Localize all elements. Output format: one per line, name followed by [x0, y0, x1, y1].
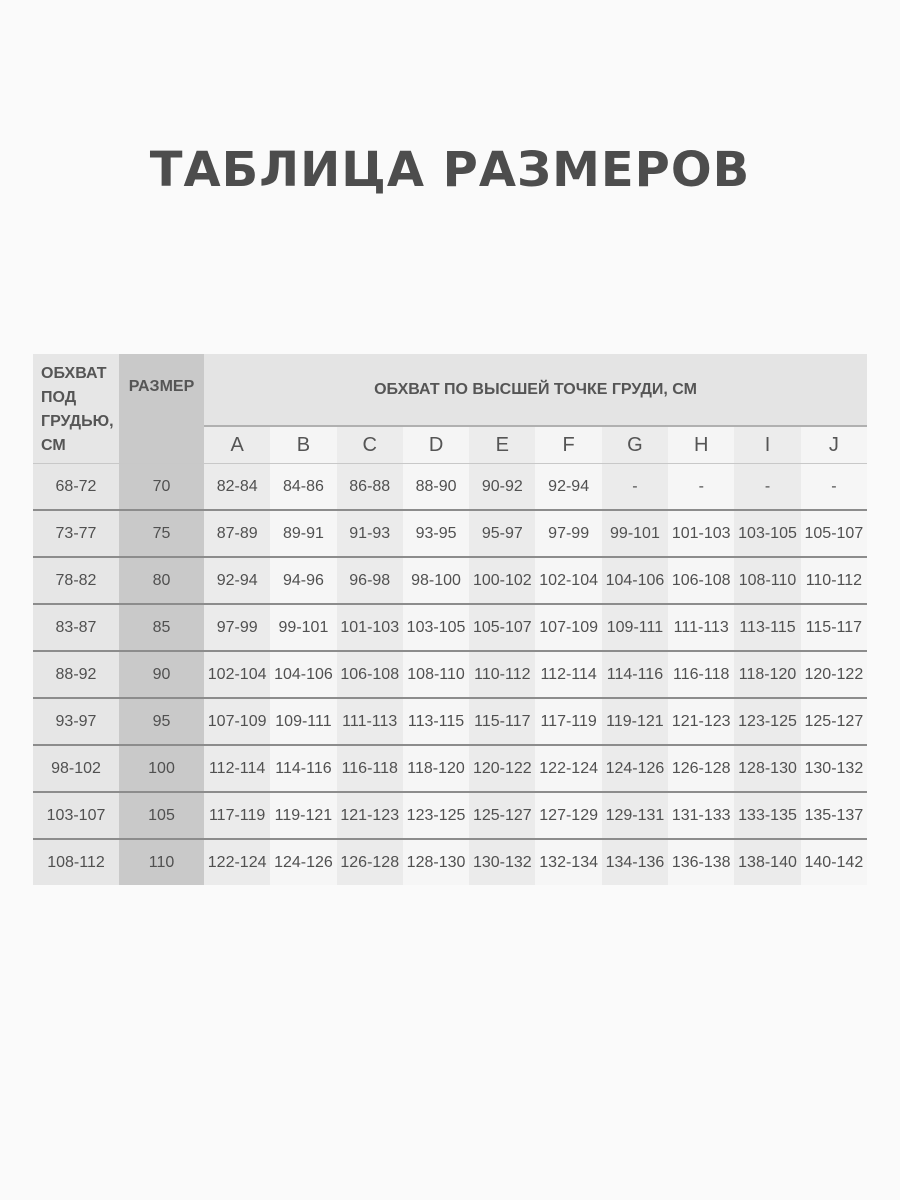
- bust-cell-e: 95-97: [469, 510, 535, 557]
- bust-cell-a: 107-109: [204, 698, 270, 745]
- header-bust: ОБХВАТ ПО ВЫСШЕЙ ТОЧКЕ ГРУДИ, СМ: [204, 354, 867, 426]
- under-bust-cell: 83-87: [33, 604, 119, 651]
- bust-cell-f: 92-94: [535, 464, 601, 511]
- size-cell: 90: [119, 651, 204, 698]
- size-cell: 80: [119, 557, 204, 604]
- size-cell: 110: [119, 839, 204, 885]
- bust-cell-a: 112-114: [204, 745, 270, 792]
- under-bust-cell: 78-82: [33, 557, 119, 604]
- size-cell: 70: [119, 464, 204, 511]
- cup-header-a: A: [204, 426, 270, 464]
- under-bust-cell: 73-77: [33, 510, 119, 557]
- cup-header-b: B: [270, 426, 336, 464]
- bust-cell-g: 124-126: [602, 745, 668, 792]
- bust-cell-j: 135-137: [801, 792, 867, 839]
- bust-cell-b: 104-106: [270, 651, 336, 698]
- under-bust-cell: 88-92: [33, 651, 119, 698]
- size-cell: 95: [119, 698, 204, 745]
- bust-cell-c: 106-108: [337, 651, 403, 698]
- bust-cell-c: 96-98: [337, 557, 403, 604]
- bust-cell-b: 114-116: [270, 745, 336, 792]
- bust-cell-j: 115-117: [801, 604, 867, 651]
- bust-cell-e: 115-117: [469, 698, 535, 745]
- bust-cell-j: 140-142: [801, 839, 867, 885]
- bust-cell-h: 106-108: [668, 557, 734, 604]
- bust-cell-f: 132-134: [535, 839, 601, 885]
- bust-cell-g: 129-131: [602, 792, 668, 839]
- cup-header-g: G: [602, 426, 668, 464]
- header-under-bust: ОБХВАТ ПОД ГРУДЬЮ, СМ: [33, 354, 119, 464]
- bust-cell-d: 118-120: [403, 745, 469, 792]
- header-size: РАЗМЕР: [119, 354, 204, 464]
- table-row: [33, 510, 867, 557]
- bust-cell-b: 84-86: [270, 464, 336, 511]
- bust-cell-b: 89-91: [270, 510, 336, 557]
- table-row: [33, 839, 867, 885]
- bust-cell-i: 113-115: [734, 604, 800, 651]
- bust-cell-h: 111-113: [668, 604, 734, 651]
- bust-cell-i: 118-120: [734, 651, 800, 698]
- cup-header-e: E: [469, 426, 535, 464]
- bust-cell-f: 127-129: [535, 792, 601, 839]
- bust-cell-h: 116-118: [668, 651, 734, 698]
- bust-cell-f: 117-119: [535, 698, 601, 745]
- bust-cell-h: 136-138: [668, 839, 734, 885]
- bust-cell-c: 101-103: [337, 604, 403, 651]
- bust-cell-j: 125-127: [801, 698, 867, 745]
- size-chart-table: [33, 354, 867, 885]
- size-cell: 105: [119, 792, 204, 839]
- bust-cell-c: 116-118: [337, 745, 403, 792]
- bust-cell-f: 97-99: [535, 510, 601, 557]
- bust-cell-d: 113-115: [403, 698, 469, 745]
- bust-cell-j: -: [801, 464, 867, 511]
- bust-cell-i: 103-105: [734, 510, 800, 557]
- bust-cell-g: 104-106: [602, 557, 668, 604]
- bust-cell-c: 126-128: [337, 839, 403, 885]
- bust-cell-h: -: [668, 464, 734, 511]
- bust-cell-a: 82-84: [204, 464, 270, 511]
- bust-cell-j: 120-122: [801, 651, 867, 698]
- header-row: [33, 354, 867, 426]
- cup-header-j: J: [801, 426, 867, 464]
- bust-cell-b: 119-121: [270, 792, 336, 839]
- bust-cell-h: 121-123: [668, 698, 734, 745]
- bust-cell-d: 88-90: [403, 464, 469, 511]
- bust-cell-e: 90-92: [469, 464, 535, 511]
- bust-cell-c: 86-88: [337, 464, 403, 511]
- table-row: [33, 698, 867, 745]
- bust-cell-d: 93-95: [403, 510, 469, 557]
- bust-cell-g: 114-116: [602, 651, 668, 698]
- bust-cell-i: 133-135: [734, 792, 800, 839]
- bust-cell-b: 124-126: [270, 839, 336, 885]
- bust-cell-a: 97-99: [204, 604, 270, 651]
- bust-cell-d: 123-125: [403, 792, 469, 839]
- cup-header-f: F: [535, 426, 601, 464]
- bust-cell-a: 102-104: [204, 651, 270, 698]
- size-cell: 100: [119, 745, 204, 792]
- bust-cell-h: 131-133: [668, 792, 734, 839]
- bust-cell-f: 107-109: [535, 604, 601, 651]
- table-body: [33, 464, 867, 886]
- bust-cell-a: 92-94: [204, 557, 270, 604]
- table-row: [33, 745, 867, 792]
- table-row: [33, 464, 867, 511]
- bust-cell-i: 128-130: [734, 745, 800, 792]
- bust-cell-d: 108-110: [403, 651, 469, 698]
- table-row: [33, 792, 867, 839]
- bust-cell-h: 101-103: [668, 510, 734, 557]
- bust-cell-i: 138-140: [734, 839, 800, 885]
- bust-cell-d: 103-105: [403, 604, 469, 651]
- under-bust-cell: 108-112: [33, 839, 119, 885]
- bust-cell-e: 110-112: [469, 651, 535, 698]
- bust-cell-c: 121-123: [337, 792, 403, 839]
- bust-cell-e: 125-127: [469, 792, 535, 839]
- bust-cell-d: 98-100: [403, 557, 469, 604]
- bust-cell-j: 105-107: [801, 510, 867, 557]
- bust-cell-g: 134-136: [602, 839, 668, 885]
- under-bust-cell: 93-97: [33, 698, 119, 745]
- bust-cell-a: 117-119: [204, 792, 270, 839]
- under-bust-cell: 98-102: [33, 745, 119, 792]
- size-cell: 75: [119, 510, 204, 557]
- size-cell: 85: [119, 604, 204, 651]
- bust-cell-i: 123-125: [734, 698, 800, 745]
- bust-cell-e: 100-102: [469, 557, 535, 604]
- table-row: [33, 557, 867, 604]
- bust-cell-e: 130-132: [469, 839, 535, 885]
- bust-cell-g: -: [602, 464, 668, 511]
- bust-cell-f: 112-114: [535, 651, 601, 698]
- cup-header-i: I: [734, 426, 800, 464]
- bust-cell-f: 122-124: [535, 745, 601, 792]
- bust-cell-g: 109-111: [602, 604, 668, 651]
- bust-cell-b: 94-96: [270, 557, 336, 604]
- bust-cell-i: -: [734, 464, 800, 511]
- bust-cell-b: 109-111: [270, 698, 336, 745]
- bust-cell-a: 122-124: [204, 839, 270, 885]
- under-bust-cell: 103-107: [33, 792, 119, 839]
- bust-cell-f: 102-104: [535, 557, 601, 604]
- bust-cell-c: 91-93: [337, 510, 403, 557]
- bust-cell-c: 111-113: [337, 698, 403, 745]
- bust-cell-j: 110-112: [801, 557, 867, 604]
- bust-cell-e: 120-122: [469, 745, 535, 792]
- bust-cell-g: 99-101: [602, 510, 668, 557]
- bust-cell-i: 108-110: [734, 557, 800, 604]
- page-title: ТАБЛИЦА РАЗМЕРОВ: [149, 142, 751, 198]
- bust-cell-b: 99-101: [270, 604, 336, 651]
- bust-cell-a: 87-89: [204, 510, 270, 557]
- table-row: [33, 651, 867, 698]
- bust-cell-e: 105-107: [469, 604, 535, 651]
- cup-header-d: D: [403, 426, 469, 464]
- bust-cell-j: 130-132: [801, 745, 867, 792]
- under-bust-cell: 68-72: [33, 464, 119, 511]
- bust-cell-g: 119-121: [602, 698, 668, 745]
- table-row: [33, 604, 867, 651]
- cup-header-c: C: [337, 426, 403, 464]
- bust-cell-d: 128-130: [403, 839, 469, 885]
- cup-header-h: H: [668, 426, 734, 464]
- bust-cell-h: 126-128: [668, 745, 734, 792]
